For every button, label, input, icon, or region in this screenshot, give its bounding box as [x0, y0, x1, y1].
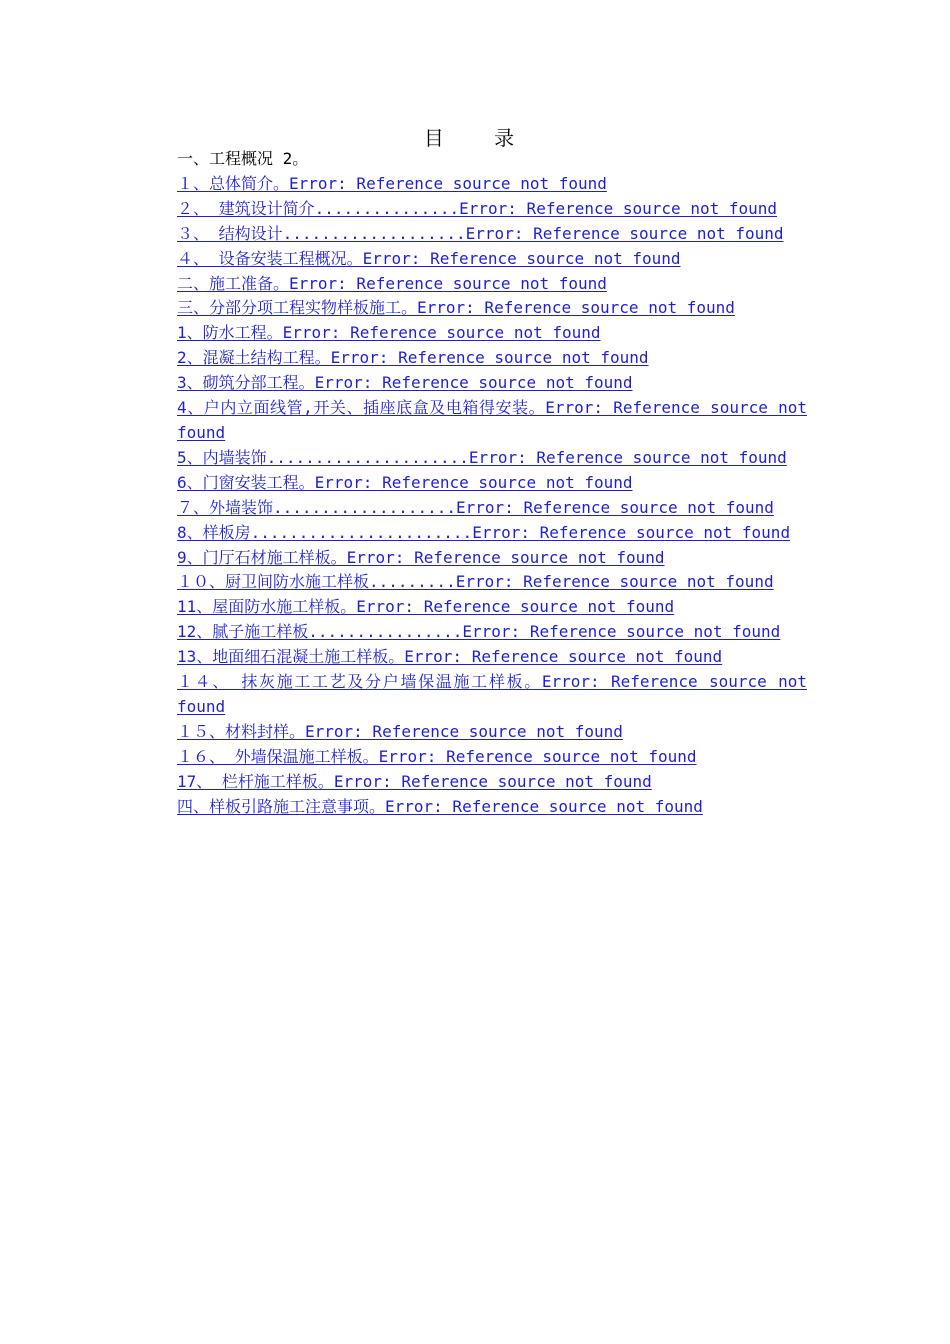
toc-link[interactable]: ３、 结构设计...................Error: Reference source not found: [177, 223, 784, 243]
toc-entry[interactable]: [177, 222, 807, 247]
toc-entry[interactable]: [177, 197, 807, 222]
toc-link[interactable]: １５、材料封样。Error: Reference source not found: [177, 721, 623, 741]
toc-title: 目 录: [423, 126, 537, 150]
toc-link[interactable]: 5、内墙装饰.....................Error: Reference source not found: [177, 447, 787, 467]
toc-link[interactable]: 12、腻子施工样板................Error: Reference source not found: [177, 622, 781, 642]
toc-entry[interactable]: [177, 371, 807, 396]
toc-entry[interactable]: [177, 745, 807, 770]
toc-link[interactable]: 11、屋面防水施工样板。Error: Reference source not found: [177, 597, 675, 617]
toc-entry[interactable]: [177, 546, 807, 571]
toc-entry[interactable]: [177, 521, 807, 546]
toc-entry[interactable]: [177, 770, 807, 795]
toc-link[interactable]: 三、分部分项工程实物样板施工。Error: Reference source not found: [177, 298, 735, 318]
toc-link[interactable]: 二、施工准备。Error: Reference source not found: [177, 273, 607, 293]
table-of-contents: [177, 147, 807, 819]
toc-entry[interactable]: [177, 446, 807, 471]
toc-entry[interactable]: [177, 720, 807, 745]
toc-link[interactable]: 3、砌筑分部工程。Error: Reference source not found: [177, 373, 633, 393]
toc-entry[interactable]: [177, 670, 807, 720]
toc-link[interactable]: １６、 外墙保温施工样板。Error: Reference source not found: [177, 746, 697, 766]
toc-entry[interactable]: [177, 346, 807, 371]
toc-link[interactable]: ４、 设备安装工程概况。Error: Reference source not found: [177, 248, 681, 268]
toc-link[interactable]: ２、 建筑设计简介...............Error: Reference source not found: [177, 198, 778, 218]
toc-entry[interactable]: [177, 396, 807, 446]
toc-entry[interactable]: [177, 795, 807, 820]
toc-link[interactable]: 9、门厅石材施工样板。Error: Reference source not found: [177, 547, 665, 567]
toc-entry[interactable]: [177, 471, 807, 496]
toc-link[interactable]: 1、防水工程。Error: Reference source not found: [177, 323, 601, 343]
toc-link[interactable]: １４、 抹灰施工工艺及分户墙保温施工样板。Error: Reference source not found: [177, 672, 807, 716]
toc-link[interactable]: ７、外墙装饰...................Error: Reference source not found: [177, 497, 774, 517]
toc-link[interactable]: 四、样板引路施工注意事项。Error: Reference source not found: [177, 796, 703, 816]
toc-link[interactable]: １０、厨卫间防水施工样板.........Error: Reference source not found: [177, 572, 774, 592]
toc-link[interactable]: 13、地面细石混凝土施工样板。Error: Reference source not found: [177, 647, 723, 667]
toc-entry: [177, 147, 807, 172]
toc-link[interactable]: １、总体简介。Error: Reference source not found: [177, 173, 607, 193]
toc-entry[interactable]: [177, 321, 807, 346]
toc-entry[interactable]: [177, 272, 807, 297]
toc-link[interactable]: 6、门窗安装工程。Error: Reference source not found: [177, 472, 633, 492]
toc-entry[interactable]: [177, 645, 807, 670]
toc-link[interactable]: 8、样板房.......................Error: Reference source not found: [177, 522, 791, 542]
toc-entry[interactable]: [177, 496, 807, 521]
toc-link[interactable]: 17、 栏杆施工样板。Error: Reference source not found: [177, 771, 652, 791]
toc-entry[interactable]: [177, 620, 807, 645]
toc-entry[interactable]: [177, 595, 807, 620]
toc-entry-text: 一、工程概况 2。: [177, 149, 309, 168]
toc-entry[interactable]: [177, 172, 807, 197]
toc-entry[interactable]: [177, 296, 807, 321]
toc-entry[interactable]: [177, 570, 807, 595]
toc-link[interactable]: 2、混凝土结构工程。Error: Reference source not found: [177, 348, 649, 368]
toc-entry[interactable]: [177, 247, 807, 272]
toc-link[interactable]: 4、户内立面线管,开关、插座底盒及电箱得安装。Error: Reference source not found: [177, 398, 807, 442]
